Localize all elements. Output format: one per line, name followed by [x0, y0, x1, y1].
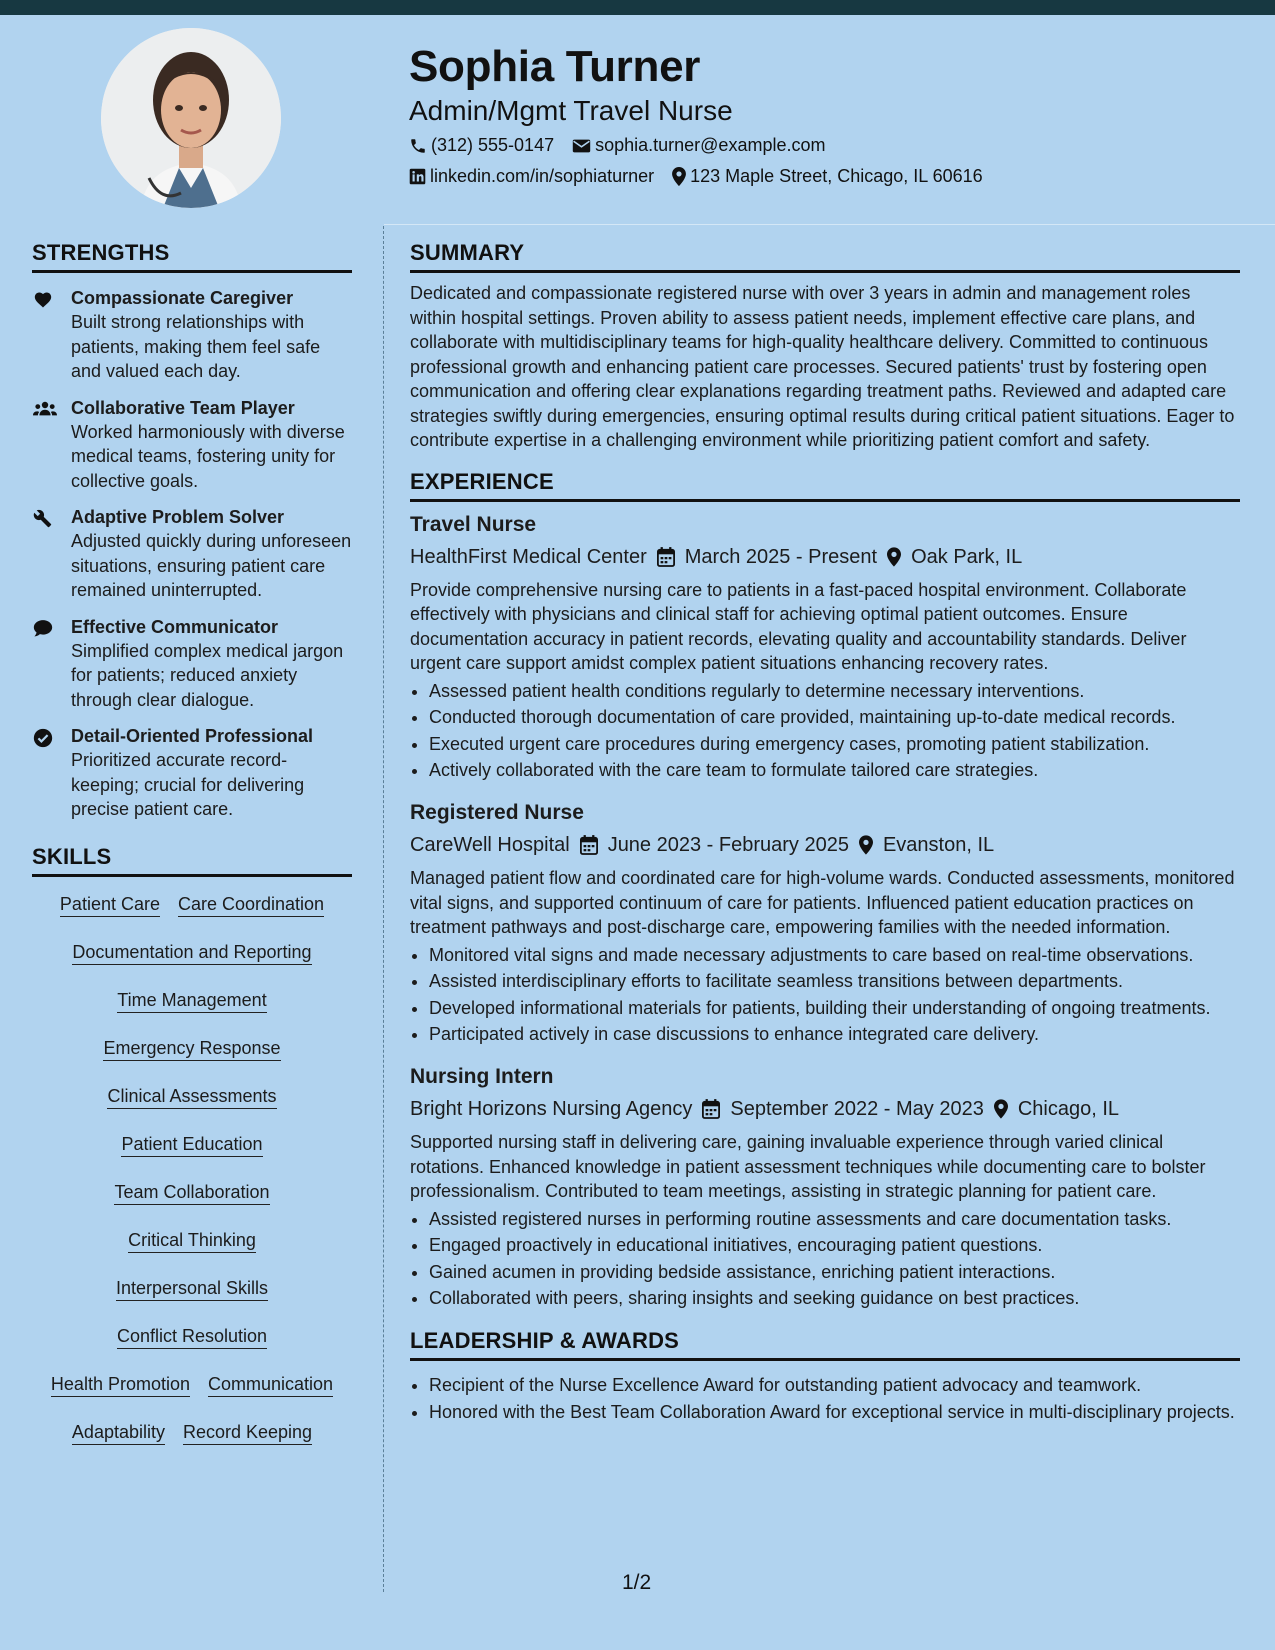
linkedin-text[interactable]: linkedin.com/in/sophiaturner: [430, 166, 655, 186]
skill-tag: Communication: [208, 1367, 333, 1397]
job-bullets: [410, 679, 1240, 783]
strength-desc: Simplified complex medical jargon for patients; reduced anxiety through clear dialogue.: [71, 640, 344, 710]
summary-text: Dedicated and compassionate registered nurse with over 3 years in admin and management roles within hospital settings. Proven ability to assess patient needs, implement effective care plans, and collaborate with multidisciplinary teams for high-quality healthcare delivery. Committed to continuous professional growth and enhancing patient care processes. Secured patients' trust by fostering open communication and offering clear explanations regarding treatment paths. Reviewed and adapted care strategies swiftly during emergencies, ensuring optimal results during critical patient situations. Eager to contribute expertise in a challenging environment while prioritizing patient comfort and safety.: [410, 283, 1235, 450]
map-pin-icon: [887, 547, 901, 567]
award-item: • Recipient of the Nurse Excellence Award for outstanding patient advocacy and teamwork.: [429, 1373, 1240, 1397]
skill-tag: Time Management: [117, 983, 266, 1013]
bullet-item: • Developed informational materials for patients, building their understanding of ongoing treatments.: [429, 996, 1240, 1020]
map-pin-icon: [672, 167, 686, 186]
bullet-item: • Monitored vital signs and made necessary adjustments to care based on real-time observations.: [429, 943, 1240, 967]
phone-icon: [409, 137, 427, 155]
skill-tag: Documentation and Reporting: [72, 935, 311, 965]
bullet-item: • Conducted thorough documentation of care provided, maintaining up-to-date medical records.: [429, 705, 1240, 729]
strength-desc: Worked harmoniously with diverse medical teams, fostering unity for collective goals.: [71, 421, 345, 491]
wrench-icon: [33, 509, 52, 528]
map-pin-icon: [994, 1099, 1008, 1119]
strength-title: Adaptive Problem Solver: [71, 507, 285, 527]
skill-tag: Patient Education: [121, 1127, 262, 1157]
award-item: • Honored with the Best Team Collaboration Award for exceptional service in multi-disciplinary projects.: [429, 1400, 1240, 1424]
summary-heading: SUMMARY: [410, 240, 1240, 273]
email-contact[interactable]: [572, 135, 825, 156]
strength-desc: Built strong relationships with patients, making them feel safe and valued each day.: [71, 312, 321, 381]
skills-list: [32, 887, 352, 1463]
contact-row-2: [409, 166, 1001, 187]
strength-item: [32, 616, 352, 713]
phone-contact: [409, 135, 554, 156]
awards-section: [410, 1328, 1240, 1424]
job-company: CareWell Hospital: [410, 834, 570, 856]
awards-list: [410, 1373, 1240, 1424]
strength-title: Collaborative Team Player: [71, 397, 295, 418]
contact-row-1: [409, 135, 843, 156]
speech-bubble-icon: [33, 619, 53, 637]
job-entry: [410, 1064, 1240, 1310]
skill-tag: Health Promotion: [51, 1367, 190, 1397]
job-meta: [410, 544, 1240, 570]
job-description: Provide comprehensive nursing care to patients in a fast-paced hospital environment. Collaborate effectively with physicians and clinical staff for achieving optimal patient outcomes. Ensure documentation accuracy in patient records, elevating quality and accountability standards. Deliver urgent care support amidst complex patient situations enhancing recovery rates.: [410, 579, 1187, 673]
strength-item: [32, 397, 352, 494]
skill-tag: Conflict Resolution: [117, 1319, 267, 1349]
job-location: Evanston, IL: [882, 834, 995, 856]
address-contact: [672, 166, 983, 187]
calendar-icon: [657, 547, 675, 567]
skill-tag: Interpersonal Skills: [116, 1271, 268, 1301]
candidate-title: Admin/Mgmt Travel Nurse: [409, 95, 733, 126]
right-column: [410, 240, 1240, 1426]
job-location: Oak Park, IL: [911, 545, 1023, 568]
job-meta: [410, 832, 1240, 858]
skill-tag: Adaptability: [72, 1415, 165, 1445]
job-location: Chicago, IL: [1017, 1098, 1120, 1120]
bullet-item: • Assisted interdisciplinary efforts to facilitate seamless transitions between departments.: [429, 969, 1240, 993]
job-dates: March 2025 - Present: [684, 545, 878, 568]
job-meta: [410, 1096, 1240, 1122]
job-title: Nursing Intern: [410, 1065, 554, 1088]
linkedin-icon: [409, 168, 426, 185]
job-dates: June 2023 - February 2025: [607, 834, 849, 856]
email-text[interactable]: sophia.turner@example.com: [595, 135, 826, 155]
candidate-name: Sophia Turner: [409, 42, 701, 91]
strength-desc: Adjusted quickly during unforeseen situations, ensuring patient care remained uninterrupted.: [71, 531, 352, 600]
strength-title: Compassionate Caregiver: [71, 288, 294, 308]
skill-tag: Emergency Response: [103, 1031, 280, 1061]
skill-tag: Clinical Assessments: [107, 1079, 276, 1109]
column-divider: [383, 226, 384, 1592]
map-pin-icon: [859, 835, 873, 855]
profile-photo: [101, 28, 281, 208]
bullet-item: • Engaged proactively in educational initiatives, encouraging patient questions.: [429, 1233, 1240, 1257]
strength-title: Detail-Oriented Professional: [71, 726, 314, 746]
strength-item: [32, 506, 352, 603]
bullet-item: • Assisted registered nurses in performing routine assessments and care documentation tasks.: [429, 1207, 1240, 1231]
heart-icon: [33, 290, 53, 308]
calendar-icon: [580, 835, 598, 855]
job-company: Bright Horizons Nursing Agency: [410, 1098, 693, 1120]
envelope-icon: [572, 138, 591, 154]
users-icon: [33, 400, 57, 418]
job-dates: September 2022 - May 2023: [730, 1098, 984, 1120]
job-bullets: [410, 1207, 1240, 1311]
skill-tag: Patient Care: [60, 887, 160, 917]
skills-heading: SKILLS: [32, 844, 352, 877]
strength-item: [32, 287, 352, 384]
bullet-item: • Gained acumen in providing bedside assistance, enriching patient interactions.: [429, 1260, 1240, 1284]
skill-tag: Team Collaboration: [114, 1175, 269, 1205]
left-column: [32, 240, 352, 1463]
strength-desc: Prioritized accurate record-keeping; crucial for delivering precise patient care.: [71, 750, 305, 819]
address-text: 123 Maple Street, Chicago, IL 60616: [690, 166, 983, 186]
top-accent-bar: [0, 0, 1275, 15]
skill-tag: Record Keeping: [183, 1415, 312, 1445]
job-description: Managed patient flow and coordinated care for high-volume wards. Conducted assessments, monitored vital signs, and supported continuum of care for patients. Influenced patient education practices on treatment pathways and post-discharge care, empowering families with the needed information.: [410, 868, 1235, 937]
check-circle-icon: [33, 728, 53, 748]
linkedin-contact[interactable]: [409, 166, 654, 187]
experience-heading: EXPERIENCE: [410, 469, 1240, 502]
page-number: 1/2: [622, 1571, 652, 1594]
bullet-item: • Participated actively in case discussions to enhance integrated care delivery.: [429, 1022, 1240, 1046]
calendar-icon: [702, 1099, 720, 1119]
job-title: Registered Nurse: [410, 801, 584, 824]
job-title: Travel Nurse: [410, 512, 537, 536]
job-description: Supported nursing staff in delivering care, gaining invaluable experience through varied clinical rotations. Enhanced knowledge in patient assessment techniques while documenting care to bolster professionalism. Contributed to team meetings, assisting in strategic planning for patient care.: [410, 1132, 1206, 1201]
strength-item: [32, 725, 352, 822]
skill-tag: Critical Thinking: [128, 1223, 256, 1253]
awards-heading: LEADERSHIP & AWARDS: [410, 1328, 1240, 1361]
job-bullets: [410, 943, 1240, 1047]
header-divider: [384, 224, 1275, 225]
phone-text: (312) 555-0147: [431, 135, 555, 155]
job-entry: [410, 800, 1240, 1046]
job-entry: [410, 512, 1240, 783]
bullet-item: • Executed urgent care procedures during emergency cases, promoting patient stabilization.: [429, 732, 1240, 756]
bullet-item: • Actively collaborated with the care team to formulate tailored care strategies.: [429, 758, 1240, 782]
bullet-item: • Collaborated with peers, sharing insights and seeking guidance on best practices.: [429, 1286, 1240, 1310]
bullet-item: • Assessed patient health conditions regularly to determine necessary interventions.: [429, 679, 1240, 703]
job-company: HealthFirst Medical Center: [410, 545, 647, 568]
strength-title: Effective Communicator: [71, 616, 279, 637]
strengths-heading: STRENGTHS: [32, 240, 352, 273]
skill-tag: Care Coordination: [178, 887, 324, 917]
